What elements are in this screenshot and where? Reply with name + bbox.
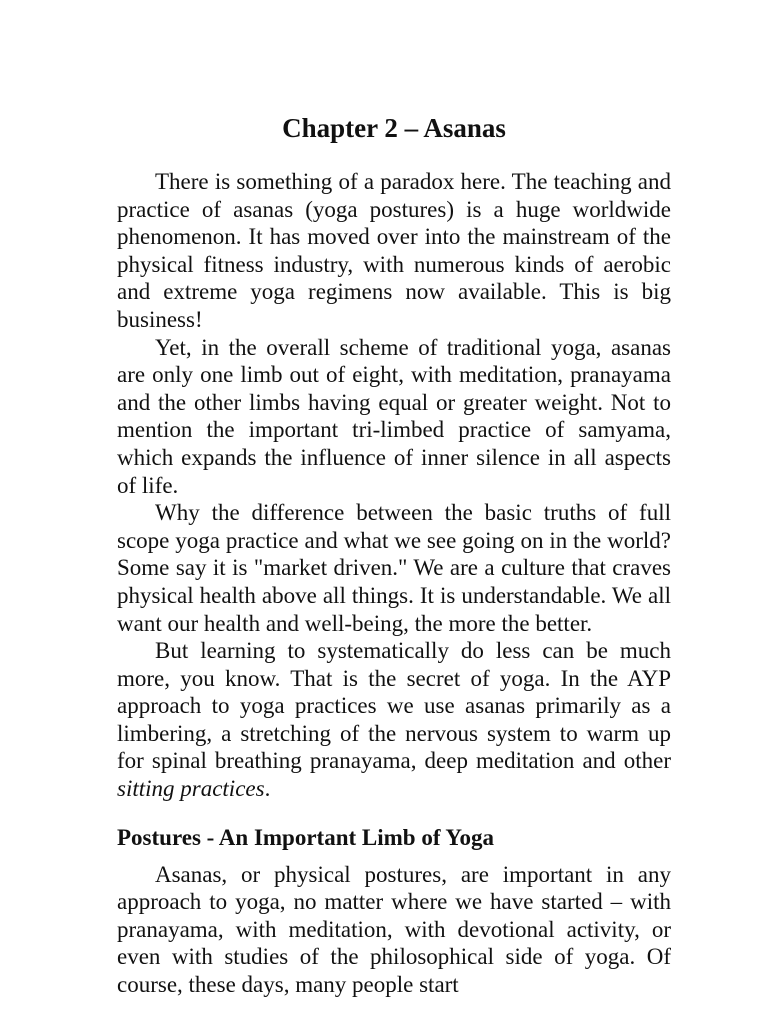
section-heading: Postures - An Important Limb of Yoga bbox=[117, 824, 494, 850]
document-page bbox=[117, 110, 671, 999]
paragraph-4 bbox=[117, 637, 671, 803]
paragraph-3: Why the difference between the basic truths of full scope yoga practice and what we see going on in the world? Some say it is "market driven." We are a culture that craves physical health above all things. It is understandable. We all want our health and well-being, the more the better. bbox=[117, 500, 671, 636]
paragraph-4-end: . bbox=[264, 776, 271, 802]
paragraph-4-italic: sitting practices bbox=[117, 776, 265, 802]
chapter-title: Chapter 2 – Asanas bbox=[282, 113, 506, 143]
paragraph-2: Yet, in the overall scheme of traditional yoga, asanas are only one limb out of eight, with meditation, pranayama and the other limbs having equal or greater weight. Not to mention the important tri-limbed practice of samyama, which expands the influence of inner silence in all aspects of life. bbox=[117, 334, 671, 498]
paragraph-4-text: But learning to systematically do less can be much more, you know. That is the secret of yoga. In the AYP approach to yoga practices we use asanas primarily as a limbering, a stretching of the nervous system to warm up for spinal breathing pranayama, deep meditation and other bbox=[117, 638, 671, 774]
section-paragraph: Asanas, or physical postures, are important in any approach to yoga, no matter where we have started – with pranayama, with meditation, with devotional activity, or even with studies of the philosophical side of yoga. Of course, these days, many people start bbox=[117, 861, 671, 998]
paragraph-1: There is something of a paradox here. The teaching and practice of asanas (yoga postures) is a huge worldwide phenomenon. It has moved over into the mainstream of the physical fitness industry, with numerous kinds of aerobic and extreme yoga regimens now available. This is big business! bbox=[117, 169, 671, 332]
